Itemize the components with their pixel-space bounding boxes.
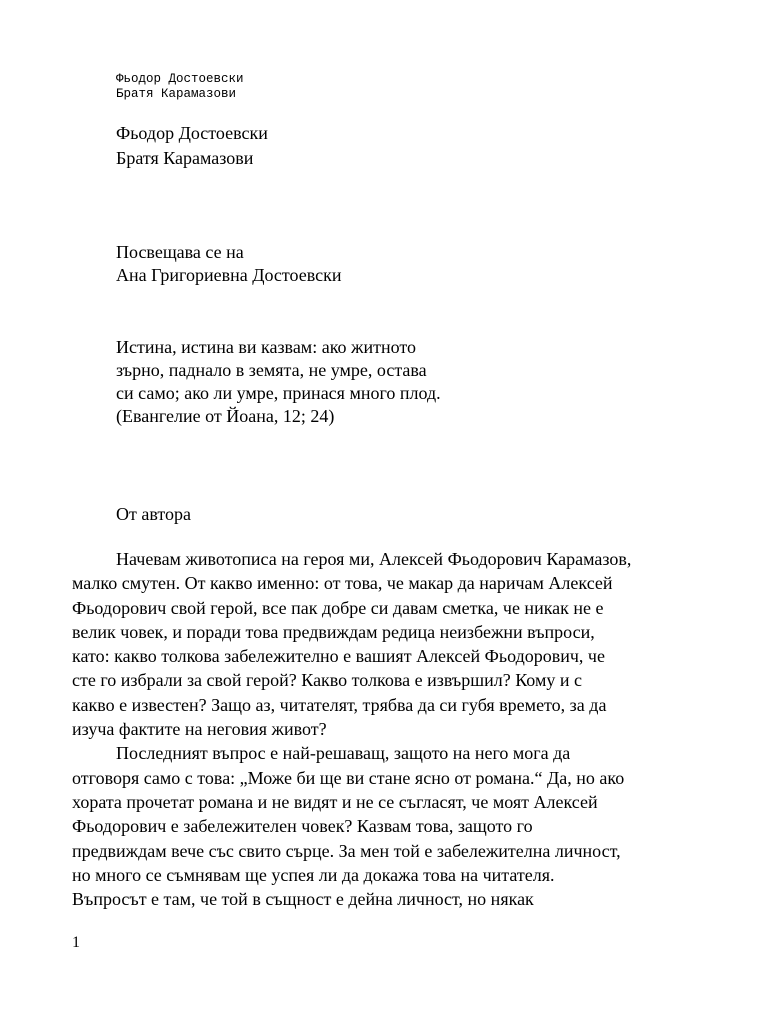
body-line: Фьодорович е забележителен човек? Казвам това, защото го: [72, 816, 533, 837]
page-number: 1: [72, 934, 80, 951]
body-line: предвиждам вече със свито сърце. За мен той е забележителна личност,: [72, 840, 621, 861]
body-line: Последният въпрос е най-решаващ, защото на него мога да: [116, 743, 571, 764]
epigraph: [116, 336, 441, 428]
body-line: изуча фактите на неговия живот?: [72, 719, 327, 740]
body-line: сте го избрали за свой герой? Какво толкова е извършил? Кому и с: [72, 670, 582, 691]
epigraph-line: си само; ако ли умре, принася много плод.: [116, 383, 441, 403]
body-line: малко смутен. От какво именно: от това, че макар да наричам Алексей: [72, 573, 613, 594]
dedication-line: Ана Григориевна Достоевски: [116, 265, 342, 285]
epigraph-line: зърно, паднало в земята, не умре, остава: [116, 360, 427, 380]
book-title: Братя Карамазови: [116, 148, 254, 168]
running-header-title: Братя Карамазови: [116, 87, 237, 101]
body-line: но много се съмнявам ще успея ли да докажа това на читателя.: [72, 864, 555, 885]
title-block: [116, 121, 268, 171]
running-header: [116, 72, 244, 102]
dedication: [116, 241, 342, 287]
body-line: Фьодорович свой герой, все пак добре си давам сметка, че никак не е: [72, 597, 604, 618]
section-heading: От автора: [116, 504, 192, 524]
body-text: [72, 547, 690, 911]
body-line: какво е известен? Защо аз, читателят, трябва да си губя времето, за да: [72, 694, 607, 715]
epigraph-line: Истина, истина ви казвам: ако житното: [116, 337, 416, 357]
body-line: Начевам животописа на героя ми, Алексей Фьодорович Карамазов,: [116, 549, 632, 569]
dedication-line: Посвещава се на: [116, 242, 244, 262]
body-line: отговоря само с това: „Може би ще ви стане ясно от романа.“ Да, но ако: [72, 767, 625, 788]
epigraph-source: (Евангелие от Йоана, 12; 24): [116, 406, 335, 426]
body-line: като: какво толкова забележително е вашият Алексей Фьодорович, че: [72, 646, 605, 667]
running-header-author: Фьодор Достоевски: [116, 72, 244, 86]
book-author: Фьодор Достоевски: [116, 123, 268, 143]
body-line: хората прочетат романа и не видят и не се съгласят, че моят Алексей: [72, 791, 598, 812]
body-line: Въпросът е там, че той в същност е дейна личност, но някак: [72, 889, 534, 910]
body-line: велик човек, и поради това предвиждам редица неизбежни въпроси,: [72, 621, 595, 642]
